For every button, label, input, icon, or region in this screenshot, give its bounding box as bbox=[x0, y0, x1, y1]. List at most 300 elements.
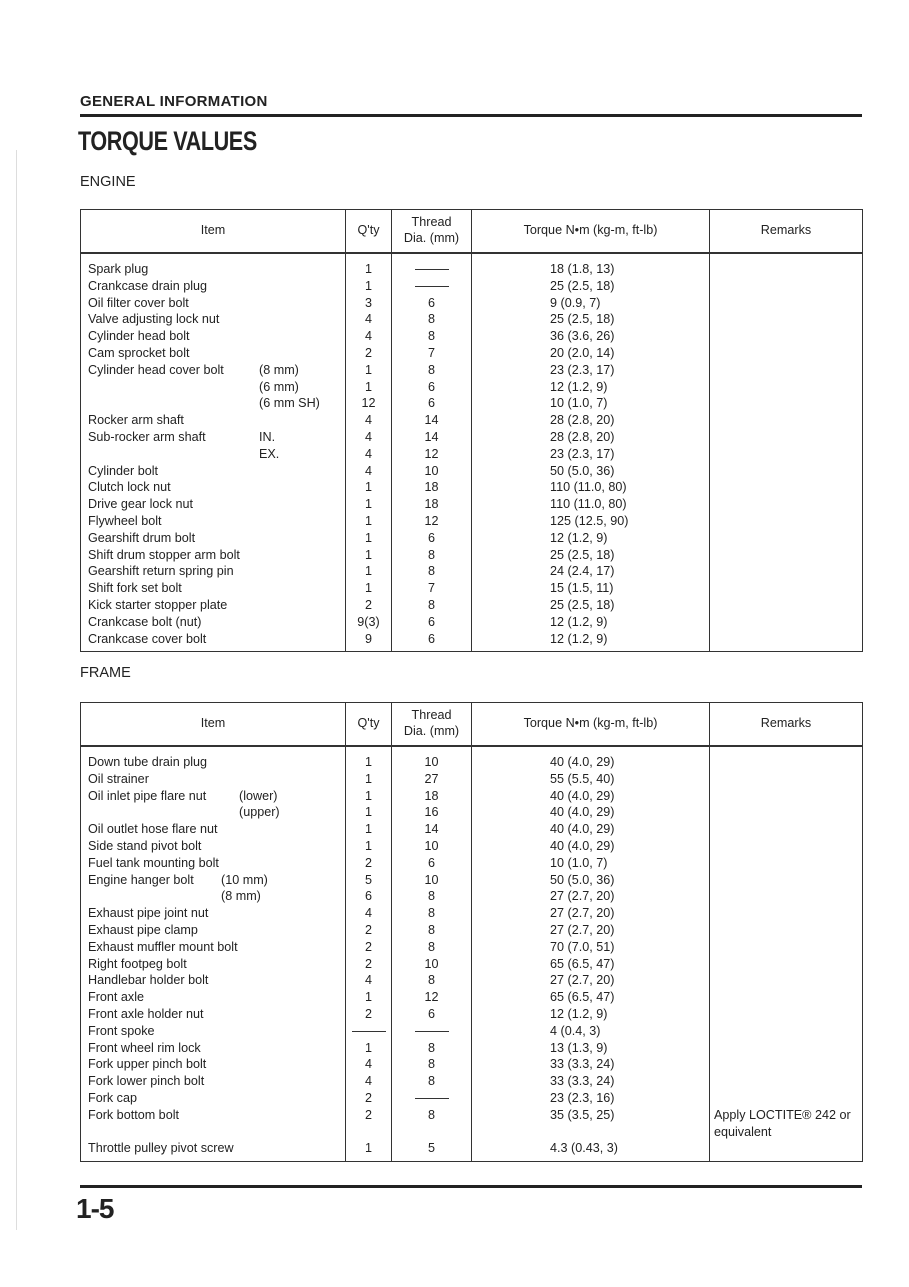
cell-thread: 8 bbox=[392, 888, 472, 905]
cell-remarks bbox=[710, 1040, 863, 1057]
cell-thread: 10 bbox=[392, 872, 472, 889]
cell-item bbox=[81, 463, 346, 480]
cell-remarks bbox=[710, 429, 863, 446]
table-row bbox=[81, 956, 863, 973]
table-row bbox=[81, 295, 863, 312]
cell-torque: 25 (2.5, 18) bbox=[472, 278, 710, 295]
cell-item bbox=[81, 838, 346, 855]
table-row bbox=[81, 463, 863, 480]
item-variant: (lower) bbox=[239, 788, 278, 803]
cell-thread: 18 bbox=[392, 496, 472, 513]
cell-torque: 36 (3.6, 26) bbox=[472, 328, 710, 345]
cell-remarks bbox=[710, 253, 863, 278]
col-header-remarks: Remarks bbox=[710, 703, 863, 747]
table-row bbox=[81, 1107, 863, 1141]
cell-qty: 1 bbox=[346, 563, 392, 580]
table-row bbox=[81, 1090, 863, 1107]
cell-thread: 6 bbox=[392, 379, 472, 396]
col-header-item: Item bbox=[81, 703, 346, 747]
cell-qty: 1 bbox=[346, 513, 392, 530]
cell-item bbox=[81, 563, 346, 580]
footer-rule bbox=[80, 1185, 862, 1188]
cell-torque: 55 (5.5, 40) bbox=[472, 771, 710, 788]
cell-thread: 12 bbox=[392, 513, 472, 530]
cell-qty: 1 bbox=[346, 746, 392, 771]
item-name: Exhaust pipe joint nut bbox=[88, 906, 209, 921]
item-name: Valve adjusting lock nut bbox=[88, 312, 220, 327]
cell-torque: 24 (2.4, 17) bbox=[472, 563, 710, 580]
cell-thread: 18 bbox=[392, 788, 472, 805]
cell-qty: 2 bbox=[346, 1090, 392, 1107]
item-variant: (10 mm) bbox=[221, 872, 268, 887]
cell-torque: 15 (1.5, 11) bbox=[472, 580, 710, 597]
cell-qty: 1 bbox=[346, 580, 392, 597]
cell-qty: 2 bbox=[346, 345, 392, 362]
cell-item bbox=[81, 530, 346, 547]
cell-torque: 10 (1.0, 7) bbox=[472, 395, 710, 412]
cell-qty: 4 bbox=[346, 463, 392, 480]
table-row bbox=[81, 412, 863, 429]
cell-thread: 8 bbox=[392, 1056, 472, 1073]
cell-item bbox=[81, 479, 346, 496]
cell-item bbox=[81, 989, 346, 1006]
item-name: Drive gear lock nut bbox=[88, 497, 193, 512]
cell-qty: 1 bbox=[346, 788, 392, 805]
item-name: Front spoke bbox=[88, 1023, 155, 1038]
cell-qty: 1 bbox=[346, 278, 392, 295]
item-name: Gearshift return spring pin bbox=[88, 564, 234, 579]
cell-qty bbox=[346, 1023, 392, 1040]
page-title: TORQUE VALUES bbox=[78, 126, 257, 156]
table-row bbox=[81, 311, 863, 328]
col-header-thread-line1: Thread bbox=[411, 215, 452, 230]
col-header-thread-line2: Dia. (mm) bbox=[403, 231, 460, 245]
cell-qty: 12 bbox=[346, 395, 392, 412]
table-row bbox=[81, 530, 863, 547]
cell-torque: 12 (1.2, 9) bbox=[472, 530, 710, 547]
cell-item bbox=[81, 804, 346, 821]
cell-qty: 1 bbox=[346, 771, 392, 788]
cell-torque: 33 (3.3, 24) bbox=[472, 1056, 710, 1073]
cell-remarks bbox=[710, 771, 863, 788]
cell-item bbox=[81, 956, 346, 973]
cell-qty: 1 bbox=[346, 804, 392, 821]
cell-torque: 50 (5.0, 36) bbox=[472, 463, 710, 480]
table-row bbox=[81, 989, 863, 1006]
table-row bbox=[81, 1040, 863, 1057]
cell-thread: 18 bbox=[392, 479, 472, 496]
cell-torque: 40 (4.0, 29) bbox=[472, 821, 710, 838]
cell-torque: 33 (3.3, 24) bbox=[472, 1073, 710, 1090]
cell-remarks bbox=[710, 547, 863, 564]
cell-remarks bbox=[710, 278, 863, 295]
cell-remarks bbox=[710, 412, 863, 429]
cell-torque: 70 (7.0, 51) bbox=[472, 939, 710, 956]
cell-qty: 3 bbox=[346, 295, 392, 312]
item-name: Right footpeg bolt bbox=[88, 956, 187, 971]
table-row bbox=[81, 547, 863, 564]
cell-thread: 8 bbox=[392, 597, 472, 614]
cell-remarks bbox=[710, 989, 863, 1006]
cell-thread: 8 bbox=[392, 939, 472, 956]
cell-qty: 6 bbox=[346, 888, 392, 905]
cell-qty: 2 bbox=[346, 939, 392, 956]
cell-thread: 8 bbox=[392, 328, 472, 345]
cell-thread: 8 bbox=[392, 1073, 472, 1090]
cell-torque: 50 (5.0, 36) bbox=[472, 872, 710, 889]
cell-remarks bbox=[710, 395, 863, 412]
cell-torque: 65 (6.5, 47) bbox=[472, 989, 710, 1006]
item-name: Cylinder bolt bbox=[88, 463, 158, 478]
table-row bbox=[81, 838, 863, 855]
cell-item bbox=[81, 1006, 346, 1023]
cell-torque: 27 (2.7, 20) bbox=[472, 972, 710, 989]
item-name: Fork bottom bolt bbox=[88, 1107, 179, 1122]
cell-thread: 12 bbox=[392, 446, 472, 463]
cell-item bbox=[81, 362, 346, 379]
cell-torque: 10 (1.0, 7) bbox=[472, 855, 710, 872]
cell-thread: 6 bbox=[392, 295, 472, 312]
cell-qty: 1 bbox=[346, 821, 392, 838]
cell-remarks bbox=[710, 513, 863, 530]
cell-thread: 8 bbox=[392, 362, 472, 379]
cell-qty: 9(3) bbox=[346, 614, 392, 631]
cell-item bbox=[81, 379, 346, 396]
item-name: Front wheel rim lock bbox=[88, 1040, 201, 1055]
cell-thread: 10 bbox=[392, 956, 472, 973]
item-name: Throttle pulley pivot screw bbox=[88, 1141, 234, 1156]
cell-item bbox=[81, 580, 346, 597]
table-row bbox=[81, 888, 863, 905]
table-row bbox=[81, 328, 863, 345]
cell-torque: 125 (12.5, 90) bbox=[472, 513, 710, 530]
cell-qty: 1 bbox=[346, 253, 392, 278]
cell-item bbox=[81, 821, 346, 838]
cell-torque: 28 (2.8, 20) bbox=[472, 429, 710, 446]
table-row bbox=[81, 746, 863, 771]
table-row bbox=[81, 872, 863, 889]
cell-remarks bbox=[710, 446, 863, 463]
page-edge-line bbox=[16, 150, 17, 1230]
cell-thread: 6 bbox=[392, 614, 472, 631]
cell-remarks bbox=[710, 479, 863, 496]
cell-torque: 23 (2.3, 16) bbox=[472, 1090, 710, 1107]
cell-remarks: Apply LOCTITE® 242 or equivalent bbox=[710, 1107, 863, 1141]
cell-torque: 23 (2.3, 17) bbox=[472, 362, 710, 379]
item-name: Oil inlet pipe flare nut bbox=[88, 788, 207, 803]
cell-torque: 13 (1.3, 9) bbox=[472, 1040, 710, 1057]
cell-qty: 2 bbox=[346, 922, 392, 939]
cell-thread: 6 bbox=[392, 631, 472, 652]
table-row bbox=[81, 379, 863, 396]
cell-torque: 28 (2.8, 20) bbox=[472, 412, 710, 429]
cell-item bbox=[81, 446, 346, 463]
cell-item bbox=[81, 412, 346, 429]
cell-torque: 12 (1.2, 9) bbox=[472, 631, 710, 652]
cell-remarks bbox=[710, 328, 863, 345]
table-row bbox=[81, 429, 863, 446]
cell-thread bbox=[392, 1090, 472, 1107]
item-name: Shift fork set bolt bbox=[88, 581, 182, 596]
cell-item bbox=[81, 939, 346, 956]
engine-torque-table bbox=[80, 209, 863, 652]
item-name: Crankcase drain plug bbox=[88, 278, 208, 293]
cell-item bbox=[81, 1040, 346, 1057]
cell-torque: 40 (4.0, 29) bbox=[472, 788, 710, 805]
cell-thread bbox=[392, 278, 472, 295]
cell-remarks bbox=[710, 905, 863, 922]
cell-item bbox=[81, 496, 346, 513]
cell-remarks bbox=[710, 956, 863, 973]
cell-qty: 2 bbox=[346, 956, 392, 973]
cell-torque: 110 (11.0, 80) bbox=[472, 479, 710, 496]
item-name: Fork upper pinch bolt bbox=[88, 1057, 207, 1072]
cell-qty: 2 bbox=[346, 597, 392, 614]
col-header-thread-line1: Thread bbox=[411, 708, 452, 723]
cell-thread: 8 bbox=[392, 905, 472, 922]
cell-thread: 6 bbox=[392, 530, 472, 547]
frame-torque-table bbox=[80, 702, 863, 1162]
cell-thread: 12 bbox=[392, 989, 472, 1006]
table-row bbox=[81, 479, 863, 496]
cell-torque: 20 (2.0, 14) bbox=[472, 345, 710, 362]
item-name: Front axle bbox=[88, 990, 144, 1005]
cell-remarks bbox=[710, 614, 863, 631]
item-name: Kick starter stopper plate bbox=[88, 597, 228, 612]
item-name: Fuel tank mounting bolt bbox=[88, 855, 219, 870]
engine-section-title: ENGINE bbox=[80, 174, 136, 190]
cell-qty: 2 bbox=[346, 855, 392, 872]
cell-item bbox=[81, 253, 346, 278]
item-name: Oil outlet hose flare nut bbox=[88, 822, 218, 837]
cell-item bbox=[81, 395, 346, 412]
cell-torque: 40 (4.0, 29) bbox=[472, 804, 710, 821]
table-row bbox=[81, 496, 863, 513]
table-row bbox=[81, 972, 863, 989]
dash-mark bbox=[415, 1031, 449, 1032]
item-name: Exhaust pipe clamp bbox=[88, 922, 198, 937]
cell-thread: 14 bbox=[392, 412, 472, 429]
cell-qty: 2 bbox=[346, 1107, 392, 1141]
table-row bbox=[81, 580, 863, 597]
cell-qty: 4 bbox=[346, 1056, 392, 1073]
table-row bbox=[81, 278, 863, 295]
cell-remarks bbox=[710, 788, 863, 805]
cell-thread: 16 bbox=[392, 804, 472, 821]
cell-thread: 27 bbox=[392, 771, 472, 788]
item-variant: (6 mm SH) bbox=[259, 396, 320, 411]
cell-qty: 4 bbox=[346, 328, 392, 345]
item-name: Clutch lock nut bbox=[88, 480, 171, 495]
table-row bbox=[81, 1056, 863, 1073]
cell-thread: 10 bbox=[392, 838, 472, 855]
item-variant: IN. bbox=[259, 429, 276, 444]
col-header-thread bbox=[392, 703, 472, 747]
cell-item bbox=[81, 746, 346, 771]
cell-torque: 40 (4.0, 29) bbox=[472, 746, 710, 771]
cell-thread bbox=[392, 253, 472, 278]
dash-mark bbox=[415, 286, 449, 287]
cell-thread: 8 bbox=[392, 972, 472, 989]
cell-item bbox=[81, 972, 346, 989]
table-row bbox=[81, 395, 863, 412]
cell-thread: 14 bbox=[392, 821, 472, 838]
cell-remarks bbox=[710, 597, 863, 614]
col-header-torque: Torque N•m (kg-m, ft-lb) bbox=[472, 210, 710, 254]
table-row bbox=[81, 1140, 863, 1161]
cell-item bbox=[81, 311, 346, 328]
cell-item bbox=[81, 771, 346, 788]
item-variant: (6 mm) bbox=[259, 379, 299, 394]
col-header-remarks: Remarks bbox=[710, 210, 863, 254]
item-variant: (8 mm) bbox=[221, 889, 261, 904]
cell-torque: 4.3 (0.43, 3) bbox=[472, 1140, 710, 1161]
cell-remarks bbox=[710, 1056, 863, 1073]
cell-qty: 1 bbox=[346, 547, 392, 564]
item-name: Down tube drain plug bbox=[88, 755, 208, 769]
frame-section-title: FRAME bbox=[80, 665, 131, 681]
cell-remarks bbox=[710, 311, 863, 328]
page-number: 1-5 bbox=[76, 1193, 114, 1224]
table-row bbox=[81, 905, 863, 922]
cell-remarks bbox=[710, 463, 863, 480]
cell-item bbox=[81, 547, 346, 564]
col-header-thread-line2: Dia. (mm) bbox=[403, 724, 460, 738]
item-name: Crankcase bolt (nut) bbox=[88, 614, 202, 629]
cell-qty: 4 bbox=[346, 446, 392, 463]
item-name: Fork cap bbox=[88, 1090, 137, 1105]
cell-remarks bbox=[710, 1023, 863, 1040]
cell-remarks bbox=[710, 1006, 863, 1023]
cell-torque: 25 (2.5, 18) bbox=[472, 597, 710, 614]
cell-qty: 9 bbox=[346, 631, 392, 652]
cell-remarks bbox=[710, 746, 863, 771]
table-row bbox=[81, 446, 863, 463]
cell-thread: 8 bbox=[392, 922, 472, 939]
cell-item bbox=[81, 614, 346, 631]
section-header: GENERAL INFORMATION bbox=[80, 93, 268, 110]
item-variant: (upper) bbox=[239, 805, 280, 820]
table-row bbox=[81, 855, 863, 872]
item-name: Fork lower pinch bolt bbox=[88, 1074, 205, 1089]
cell-item bbox=[81, 872, 346, 889]
cell-remarks bbox=[710, 563, 863, 580]
cell-item bbox=[81, 855, 346, 872]
item-name: Crankcase cover bolt bbox=[88, 631, 207, 646]
item-name: Shift drum stopper arm bolt bbox=[88, 547, 240, 562]
table-row bbox=[81, 1073, 863, 1090]
cell-thread: 5 bbox=[392, 1140, 472, 1161]
cell-remarks bbox=[710, 838, 863, 855]
cell-item bbox=[81, 888, 346, 905]
cell-qty: 4 bbox=[346, 905, 392, 922]
table-row bbox=[81, 1006, 863, 1023]
cell-remarks bbox=[710, 295, 863, 312]
cell-item bbox=[81, 905, 346, 922]
cell-item bbox=[81, 1090, 346, 1107]
cell-remarks bbox=[710, 496, 863, 513]
cell-torque: 23 (2.3, 17) bbox=[472, 446, 710, 463]
cell-qty: 1 bbox=[346, 530, 392, 547]
table-row bbox=[81, 1023, 863, 1040]
item-name: Handlebar holder bolt bbox=[88, 973, 209, 988]
cell-torque: 25 (2.5, 18) bbox=[472, 311, 710, 328]
frame-table-body bbox=[81, 746, 863, 1162]
cell-item bbox=[81, 295, 346, 312]
cell-qty: 4 bbox=[346, 1073, 392, 1090]
dash-mark bbox=[415, 1098, 449, 1099]
table-row bbox=[81, 939, 863, 956]
table-row bbox=[81, 788, 863, 805]
col-header-qty: Q'ty bbox=[346, 703, 392, 747]
dash-mark bbox=[352, 1031, 386, 1032]
cell-item bbox=[81, 429, 346, 446]
cell-remarks bbox=[710, 1140, 863, 1161]
cell-item bbox=[81, 597, 346, 614]
cell-thread bbox=[392, 1023, 472, 1040]
cell-qty: 1 bbox=[346, 1040, 392, 1057]
item-name: Side stand pivot bolt bbox=[88, 838, 202, 853]
cell-remarks bbox=[710, 821, 863, 838]
cell-remarks bbox=[710, 379, 863, 396]
item-name: Front axle holder nut bbox=[88, 1006, 204, 1021]
cell-item bbox=[81, 788, 346, 805]
table-row bbox=[81, 563, 863, 580]
cell-item bbox=[81, 1107, 346, 1141]
cell-item bbox=[81, 1056, 346, 1073]
cell-thread: 7 bbox=[392, 345, 472, 362]
cell-torque: 27 (2.7, 20) bbox=[472, 888, 710, 905]
cell-item bbox=[81, 1140, 346, 1161]
item-name: Oil strainer bbox=[88, 771, 149, 786]
cell-qty: 5 bbox=[346, 872, 392, 889]
cell-thread: 10 bbox=[392, 746, 472, 771]
cell-thread: 8 bbox=[392, 563, 472, 580]
cell-torque: 27 (2.7, 20) bbox=[472, 905, 710, 922]
cell-remarks bbox=[710, 872, 863, 889]
cell-item bbox=[81, 922, 346, 939]
cell-qty: 1 bbox=[346, 1140, 392, 1161]
cell-qty: 4 bbox=[346, 429, 392, 446]
cell-remarks bbox=[710, 1090, 863, 1107]
item-variant: (8 mm) bbox=[259, 362, 299, 377]
cell-qty: 4 bbox=[346, 412, 392, 429]
table-row bbox=[81, 821, 863, 838]
cell-thread: 7 bbox=[392, 580, 472, 597]
cell-remarks bbox=[710, 804, 863, 821]
table-row bbox=[81, 597, 863, 614]
cell-torque: 35 (3.5, 25) bbox=[472, 1107, 710, 1141]
table-row bbox=[81, 513, 863, 530]
cell-remarks bbox=[710, 939, 863, 956]
cell-qty: 1 bbox=[346, 379, 392, 396]
cell-remarks bbox=[710, 1073, 863, 1090]
cell-thread: 6 bbox=[392, 1006, 472, 1023]
cell-torque: 9 (0.9, 7) bbox=[472, 295, 710, 312]
item-name: Rocker arm shaft bbox=[88, 413, 184, 428]
cell-item bbox=[81, 345, 346, 362]
item-name: Oil filter cover bolt bbox=[88, 295, 189, 310]
cell-qty: 4 bbox=[346, 972, 392, 989]
table-row bbox=[81, 614, 863, 631]
cell-torque: 110 (11.0, 80) bbox=[472, 496, 710, 513]
cell-qty: 1 bbox=[346, 989, 392, 1006]
item-name: Flywheel bolt bbox=[88, 513, 162, 528]
col-header-thread bbox=[392, 210, 472, 254]
item-name: Spark plug bbox=[88, 262, 149, 276]
cell-remarks bbox=[710, 888, 863, 905]
cell-remarks bbox=[710, 922, 863, 939]
